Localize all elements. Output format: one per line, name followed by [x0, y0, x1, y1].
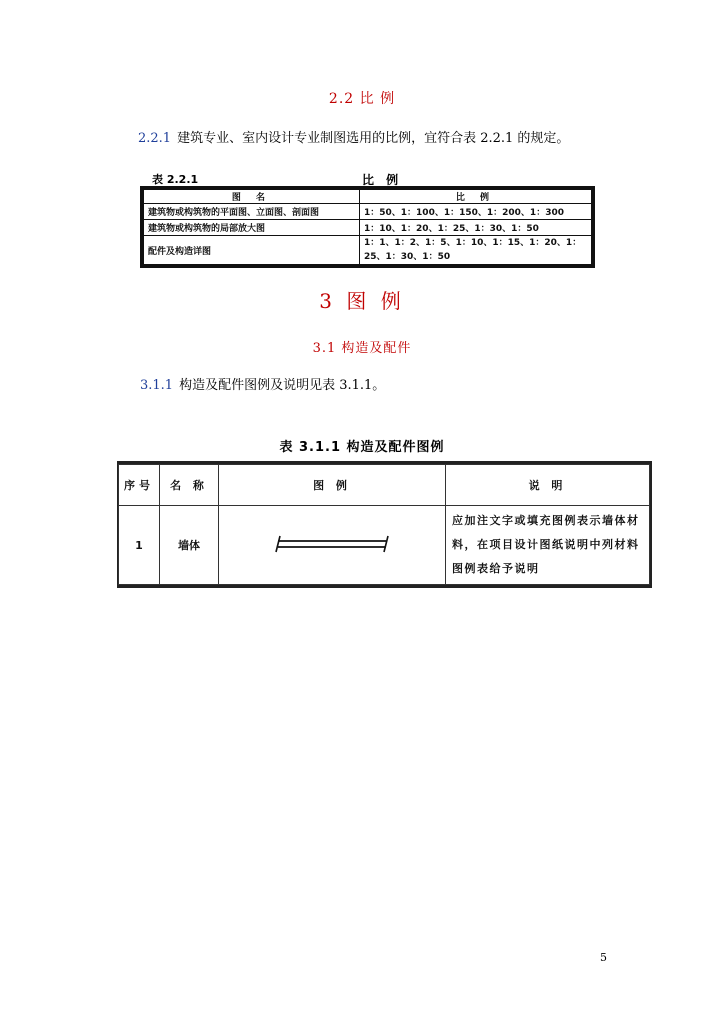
header-cell: 比 例 — [360, 190, 592, 204]
table-caption: 表 3.1.1 构造及配件图例 — [279, 440, 445, 455]
table-cell: 1：10、1：20、1：25、1：30、1：50 — [360, 220, 592, 236]
clause-number: 2.2.1 — [138, 131, 172, 146]
header-cell: 序号 — [119, 465, 160, 506]
table-cell: 墙体 — [160, 506, 219, 585]
table-row — [119, 506, 650, 585]
table-cell: 1：50、1：100、1：150、1：200、1：300 — [360, 204, 592, 220]
paragraph-2-2-1 — [138, 127, 569, 146]
table-cell: 建筑物或构筑物的平面图、立面图、剖面图 — [144, 204, 360, 220]
table-cell-description: 应加注文字或填充图例表示墙体材料，在项目设计图纸说明中列材料图例表给予说明 — [446, 506, 650, 585]
table-header-row — [144, 190, 592, 204]
table-row — [144, 220, 592, 236]
table-header-row — [119, 465, 650, 506]
table-cell: 1 — [119, 506, 160, 585]
clause-text: 构造及配件图例及说明见表 3.1.1。 — [179, 378, 386, 393]
table-row — [144, 236, 592, 265]
clause-number: 3.1.1 — [140, 378, 174, 393]
paragraph-3-1-1 — [140, 374, 385, 393]
header-cell: 图 名 — [144, 190, 360, 204]
table-row — [144, 204, 592, 220]
table-cell: 建筑物或构筑物的局部放大图 — [144, 220, 360, 236]
table-caption-title: 比 例 — [362, 173, 403, 187]
table-cell: 1：1、1：2、1：5、1：10、1：15、1：20、1：25、1：30、1：50 — [360, 236, 592, 265]
table-cell — [219, 506, 446, 585]
page-number: 5 — [600, 951, 607, 964]
section-heading-2-2: 2.2 比 例 — [328, 91, 396, 107]
table-caption: 表 2.2.1 — [152, 173, 199, 186]
header-cell: 名 称 — [160, 465, 219, 506]
scale-table — [140, 186, 595, 268]
wall-symbol-icon — [272, 534, 392, 554]
clause-text: 建筑专业、室内设计专业制图选用的比例，宜符合表 2.2.1 的规定。 — [177, 131, 570, 146]
table-cell: 配件及构造详图 — [144, 236, 360, 265]
chapter-heading-3: 3 图 例 — [319, 289, 405, 313]
legend-table — [117, 461, 652, 588]
section-heading-3-1: 3.1 构造及配件 — [312, 341, 412, 356]
header-cell: 图 例 — [219, 465, 446, 506]
header-cell: 说 明 — [446, 465, 650, 506]
